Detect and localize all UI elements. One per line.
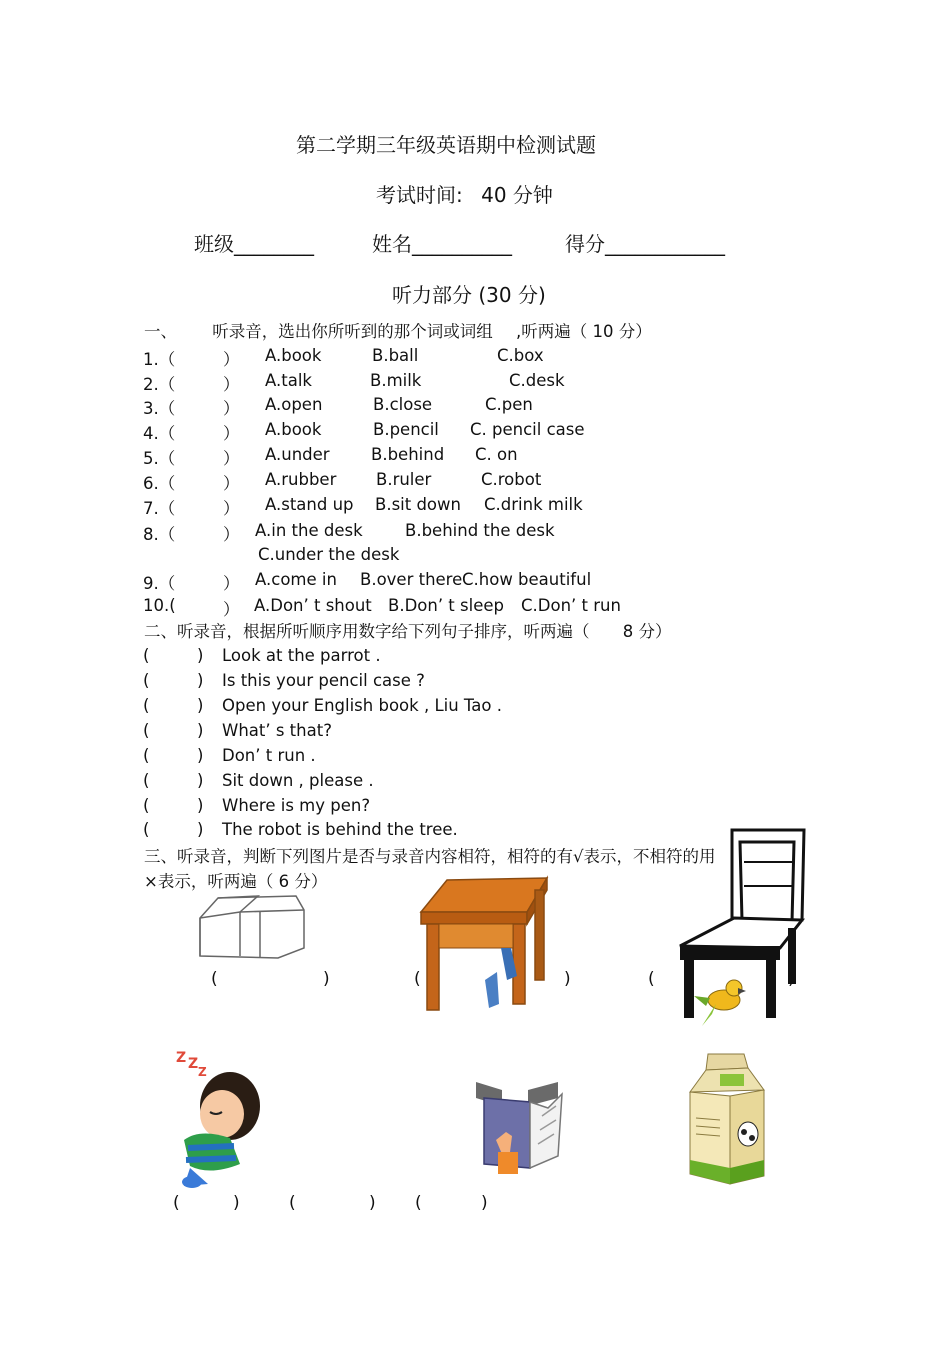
sentence-text: Is this your pencil case ?: [222, 671, 425, 690]
desk-picture: [419, 876, 551, 1012]
answer-blank-close: ）: [223, 449, 240, 468]
section2-points: 8 分）: [622, 622, 672, 641]
question-number: 4.（: [143, 424, 176, 443]
sentence-row: [143, 820, 643, 842]
section2-instruction: [144, 618, 672, 642]
option-b: B.behind the desk: [405, 521, 555, 540]
section1-instruction: [144, 318, 652, 342]
sentence-row: [143, 721, 643, 743]
option-b: B.ball: [372, 346, 419, 365]
picture-answer-blank-4: [173, 1193, 243, 1215]
option-a: A.come in: [255, 570, 337, 589]
option-a: A.in the desk: [255, 521, 363, 540]
answer-blank-close: ）: [223, 600, 240, 619]
rubber-picture: [196, 890, 311, 962]
name-field: [372, 228, 512, 257]
question-4: [143, 420, 743, 442]
option-a: A.rubber: [265, 470, 337, 489]
option-b: B.ruler: [376, 470, 432, 489]
question-number: 9.（: [143, 574, 176, 593]
open-book-picture: [472, 1076, 572, 1180]
order-blank-close: ): [197, 746, 204, 765]
option-b: B.behind: [371, 445, 445, 464]
option-c: C.under the desk: [258, 545, 400, 564]
blank-open: (: [648, 969, 655, 989]
question-number: 3.（: [143, 399, 176, 418]
question-number: 10.(: [143, 596, 176, 615]
order-blank-open: (: [143, 721, 150, 740]
option-a: A.Don’ t shout: [254, 596, 372, 615]
blank-close: ): [481, 1193, 488, 1213]
exam-time: [376, 179, 553, 208]
picture-answer-blank-5: [289, 1193, 379, 1215]
picture-answer-blank-1: [211, 969, 335, 991]
option-a: A.stand up: [265, 495, 354, 514]
order-blank-open: (: [143, 646, 150, 665]
name-blank: __________: [412, 232, 512, 256]
section2-text: 二、听录音，根据所听顺序用数字给下列句子排序，听两遍（: [144, 622, 590, 641]
class-blank: ________: [234, 232, 314, 256]
sleeping-boy-picture: [170, 1044, 266, 1190]
option-b: B.sit down: [375, 495, 461, 514]
sentence-row: [143, 796, 643, 818]
blank-close: ): [233, 1193, 240, 1213]
question-number: 8.（: [143, 525, 176, 544]
option-c: C.Don’ t run: [521, 596, 621, 615]
order-blank-close: ): [197, 771, 204, 790]
order-blank-open: (: [143, 696, 150, 715]
option-b: B.close: [373, 395, 433, 414]
chair-parrot-picture: [676, 828, 810, 1034]
sentence-text: What’ s that?: [222, 721, 332, 740]
answer-blank-close: ）: [223, 399, 240, 418]
option-b: B.pencil: [373, 420, 439, 439]
svg-text:Z: Z: [188, 1056, 199, 1072]
answer-blank-close: ）: [223, 574, 240, 593]
answer-blank-close: ）: [223, 525, 240, 544]
sentence-row: [143, 746, 643, 768]
option-c: C. pencil case: [470, 420, 585, 439]
blank-open: (: [289, 1193, 296, 1213]
question-number: 1.（: [143, 350, 176, 369]
blank-close: ): [369, 1193, 376, 1213]
sentence-text: The robot is behind the tree.: [222, 820, 458, 839]
option-a: A.open: [265, 395, 323, 414]
option-b: B.over there: [360, 570, 463, 589]
section3-instruction-line2: ×表示，听两遍（ 6 分）: [144, 872, 328, 891]
blank-close: ): [323, 969, 330, 989]
question-number: 2.（: [143, 375, 176, 394]
svg-text:Z: Z: [198, 1065, 207, 1079]
option-a: A.book: [265, 346, 322, 365]
svg-text:Z: Z: [176, 1050, 187, 1066]
sentence-row: [143, 696, 643, 718]
question-3: [143, 395, 743, 417]
option-b: B.milk: [370, 371, 422, 390]
question-number: 6.（: [143, 474, 176, 493]
question-6: [143, 470, 743, 492]
score-label: 得分: [565, 232, 605, 256]
order-blank-close: ): [197, 796, 204, 815]
answer-blank-close: ）: [223, 474, 240, 493]
picture-answer-blank-2: [414, 969, 574, 991]
option-c: C.drink milk: [484, 495, 583, 514]
listening-section-title: 听力部分 (30 分): [392, 283, 546, 307]
question-9: [143, 570, 743, 592]
order-blank-close: ): [197, 820, 204, 839]
exam-time-label: 考试时间:: [376, 183, 463, 207]
blank-open: (: [414, 969, 421, 989]
score-field: [565, 228, 725, 257]
blank-close: ): [788, 969, 795, 989]
order-blank-open: (: [143, 771, 150, 790]
section1-text: 听录音，选出你所听到的那个词或词组: [212, 322, 493, 341]
answer-blank-close: ）: [223, 424, 240, 443]
sentence-text: Sit down , please .: [222, 771, 374, 790]
sentence-text: Look at the parrot .: [222, 646, 381, 665]
picture-answer-blank-6: [415, 1193, 491, 1215]
sentence-text: Open your English book , Liu Tao .: [222, 696, 502, 715]
exam-time-value: 40 分钟: [481, 183, 553, 207]
question-5: [143, 445, 743, 467]
option-c: C. on: [475, 445, 518, 464]
blank-open: (: [415, 1193, 422, 1213]
option-a: A.talk: [265, 371, 312, 390]
question-number: 5.（: [143, 449, 176, 468]
class-field: [194, 228, 314, 257]
option-a: A.book: [265, 420, 322, 439]
picture-answer-blank-3: [648, 969, 798, 991]
score-blank: ____________: [605, 232, 725, 256]
name-label: 姓名: [372, 232, 412, 256]
page-title: 第二学期三年级英语期中检测试题: [296, 133, 596, 157]
milk-carton-picture: [686, 1052, 768, 1188]
class-label: 班级: [194, 232, 234, 256]
option-c: C.how beautiful: [462, 570, 592, 589]
section1-tail: ,听两遍（ 10 分）: [516, 322, 652, 341]
option-c: C.pen: [485, 395, 533, 414]
answer-blank-close: ）: [223, 499, 240, 518]
order-blank-open: (: [143, 796, 150, 815]
order-blank-close: ): [197, 646, 204, 665]
option-c: C.box: [497, 346, 544, 365]
sentence-text: Where is my pen?: [222, 796, 371, 815]
blank-close: ): [564, 969, 571, 989]
section3-instruction-line1: 三、听录音，判断下列图片是否与录音内容相符，相符的有√表示，不相符的用: [144, 847, 716, 866]
sentence-row: [143, 646, 643, 668]
option-b: B.Don’ t sleep: [388, 596, 504, 615]
question-10: [143, 596, 743, 618]
answer-blank-close: ）: [223, 350, 240, 369]
option-a: A.under: [265, 445, 330, 464]
blank-open: (: [211, 969, 218, 989]
order-blank-close: ): [197, 721, 204, 740]
answer-blank-close: ）: [223, 375, 240, 394]
question-1: [143, 346, 743, 368]
order-blank-close: ): [197, 696, 204, 715]
sentence-row: [143, 771, 643, 793]
blank-open: (: [173, 1193, 180, 1213]
order-blank-open: (: [143, 820, 150, 839]
sentence-row: [143, 671, 643, 693]
question-number: 7.（: [143, 499, 176, 518]
sentence-text: Don’ t run .: [222, 746, 316, 765]
section1-number: 一、: [144, 322, 177, 341]
option-c: C.desk: [509, 371, 565, 390]
question-8: [143, 521, 743, 569]
order-blank-close: ): [197, 671, 204, 690]
option-c: C.robot: [481, 470, 542, 489]
question-2: [143, 371, 743, 393]
order-blank-open: (: [143, 671, 150, 690]
order-blank-open: (: [143, 746, 150, 765]
question-7: [143, 495, 743, 517]
